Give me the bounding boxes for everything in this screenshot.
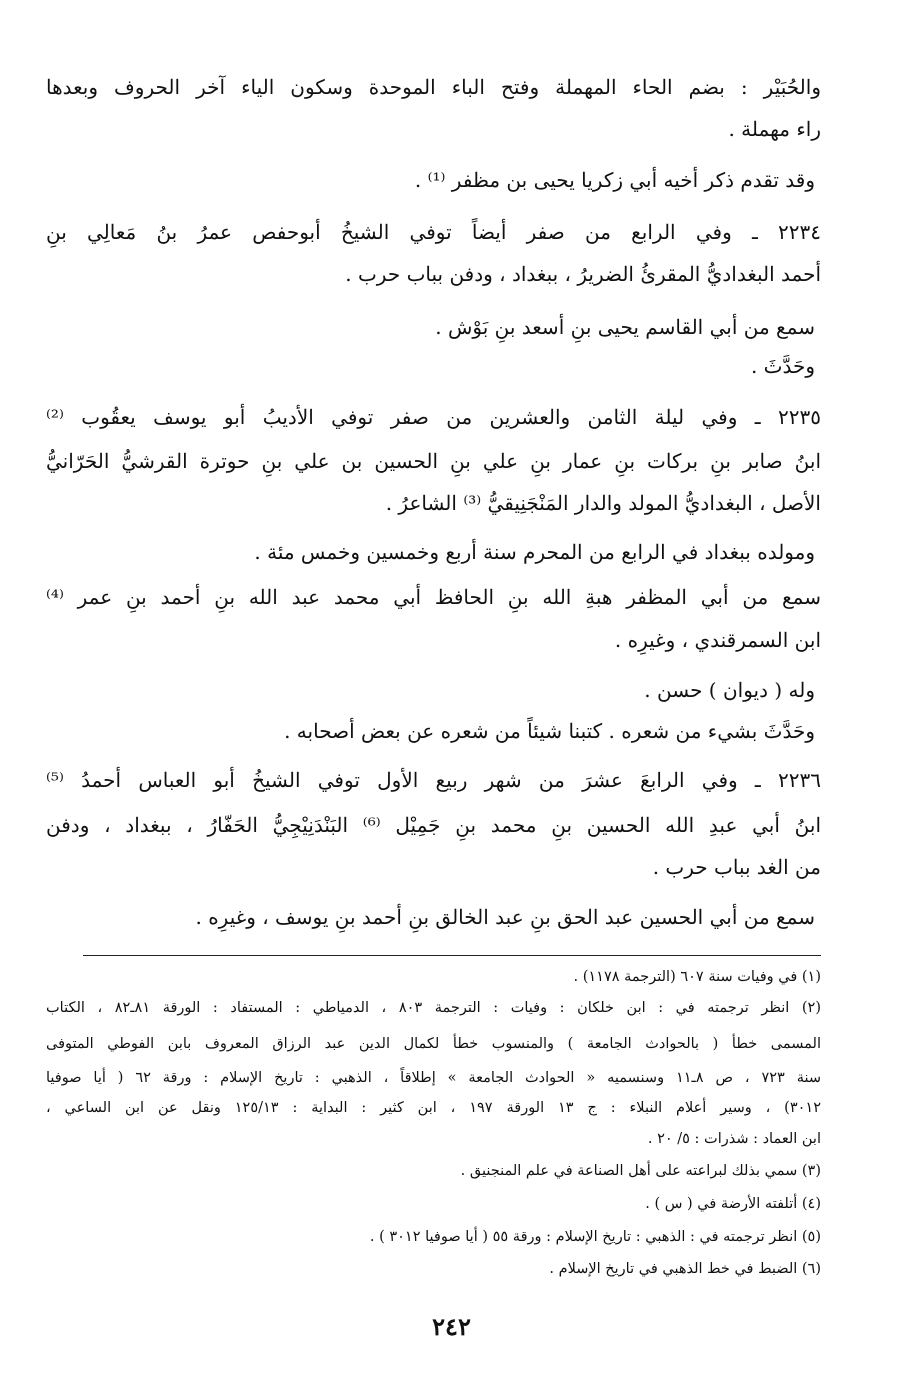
footnote-2-line-2: المسمى خطأ ( بالحوادث الجامعة ) والمنسوب خطأ لكمال الدين عبد الرزاق المعروف بابن الفوطي المتوفى <box>46 1036 821 1052</box>
body-line-15: وحَدَّثَ بشيء من شعره . كتبنا شيئاً من شعره عن بعض أصحابه . <box>284 719 815 743</box>
footnote-2-line-4: ٣٠١٢) ، وسير أعلام النبلاء : ج ١٣ الورقة ١٩٧ ، ابن كثير : البداية : ١٢٥/١٣ ونقل عن ابن الساعي ، <box>46 1100 821 1116</box>
body-line-19: سمع من أبي الحسين عبد الحق بنِ عبد الخالق بنِ أحمد بنِ يوسف ، وغيرِه . <box>195 905 815 929</box>
footnote-2-line-1: (٢) انظر ترجمته في : ابن خلكان : وفيات : الترجمة ٨٠٣ ، الدمياطي : المستفاد : الورقة ٨١ـ٨٢ ، الكتاب <box>46 1000 821 1016</box>
body-line-6: سمع من أبي القاسم يحيى بنِ أسعد بنِ بَوْش . <box>435 315 815 339</box>
footnote-2-line-5: ابن العماد : شذرات : ٥/ ٢٠ . <box>647 1131 821 1147</box>
footnote-1: (١) في وفيات سنة ٦٠٧ (الترجمة ١١٧٨) . <box>573 969 821 985</box>
footnote-3: (٣) سمي بذلك لبراعته على أهل الصناعة في علم المنجنيق . <box>460 1163 821 1179</box>
body-line-14: وله ( ديوان ) حسن . <box>644 678 815 702</box>
entry-2235-line-3: الأصل ، البغداديُّ المولد والدار المَنْجَنِيقيُّ ⁽³⁾ الشاعرُ . <box>385 491 821 515</box>
footnote-6: (٦) الضبط في خط الذهبي في تاريخ الإسلام . <box>549 1261 821 1277</box>
body-line-7: وحَدَّثَ . <box>750 354 815 378</box>
footnote-4: (٤) أتلفته الأرضة في ( س ) . <box>645 1196 821 1212</box>
entry-2236-line-2: ابنُ أبي عبدِ الله الحسين بنِ محمد بنِ جَمِيْل ⁽⁶⁾ البَنْدَنِيْجِيُّ الحَفّارُ ، ببغداد ، ودفن <box>46 813 822 837</box>
entry-2235-line-1: ٢٢٣٥ ـ وفي ليلة الثامن والعشرين من صفر توفي الأديبُ أبو يوسف يعقُوب ⁽²⁾ <box>46 405 821 429</box>
entry-2234-line-2: أحمد البغداديُّ المقرئُ الضريرُ ، ببغداد ، ودفن بباب حرب . <box>345 262 821 286</box>
entry-2235-line-2: ابنُ صابر بنِ بركات بنِ عمار بنِ علي بنِ الحسين بن علي بنِ حوترة القرشيُّ الحَرّانيُّ <box>46 449 821 473</box>
page-number: ٢٤٢ <box>432 1312 471 1341</box>
body-line-11: ومولده ببغداد في الرابع من المحرم سنة أربع وخمسين وخمس مئة . <box>254 540 815 564</box>
body-line-12: سمع من أبي المظفر هبةِ الله بنِ الحافظ أبي محمد عبد الله بنِ أحمد بنِ عمر ⁽⁴⁾ <box>46 585 821 609</box>
entry-2236-line-1: ٢٢٣٦ ـ وفي الرابعَ عشرَ من شهر ربيع الأول توفي الشيخُ أبو العباس أحمدُ ⁽⁵⁾ <box>46 768 821 792</box>
body-line-3: وقد تقدم ذكر أخيه أبي زكريا يحيى بن مظفر ⁽¹⁾ . <box>414 168 815 192</box>
footnote-separator <box>83 955 821 956</box>
body-line-13: ابن السمرقندي ، وغيرِه . <box>614 628 821 652</box>
entry-2234-line-1: ٢٢٣٤ ـ وفي الرابع من صفر أيضاً توفي الشيخُ أبوحفص عمرُ بنُ مَعالِي بنِ <box>46 220 821 244</box>
footnote-2-line-3: سنة ٧٢٣ ، ص ٨ـ١١ وسنسميه « الحوادث الجامعة » إطلاقاً ، الذهبي : تاريخ الإسلام : ورقة ٦٢ ( أيا صوفيا <box>46 1070 821 1086</box>
body-line-2: راء مهملة . <box>728 117 821 141</box>
body-line-1: والحُبَيْر : بضم الحاء المهملة وفتح الباء الموحدة وسكون الياء آخر الحروف وبعدها <box>46 75 821 99</box>
footnote-5: (٥) انظر ترجمته في : الذهبي : تاريخ الإسلام : ورقة ٥٥ ( أيا صوفيا ٣٠١٢ ) . <box>369 1229 821 1245</box>
entry-2236-line-3: من الغد بباب حرب . <box>652 855 821 879</box>
